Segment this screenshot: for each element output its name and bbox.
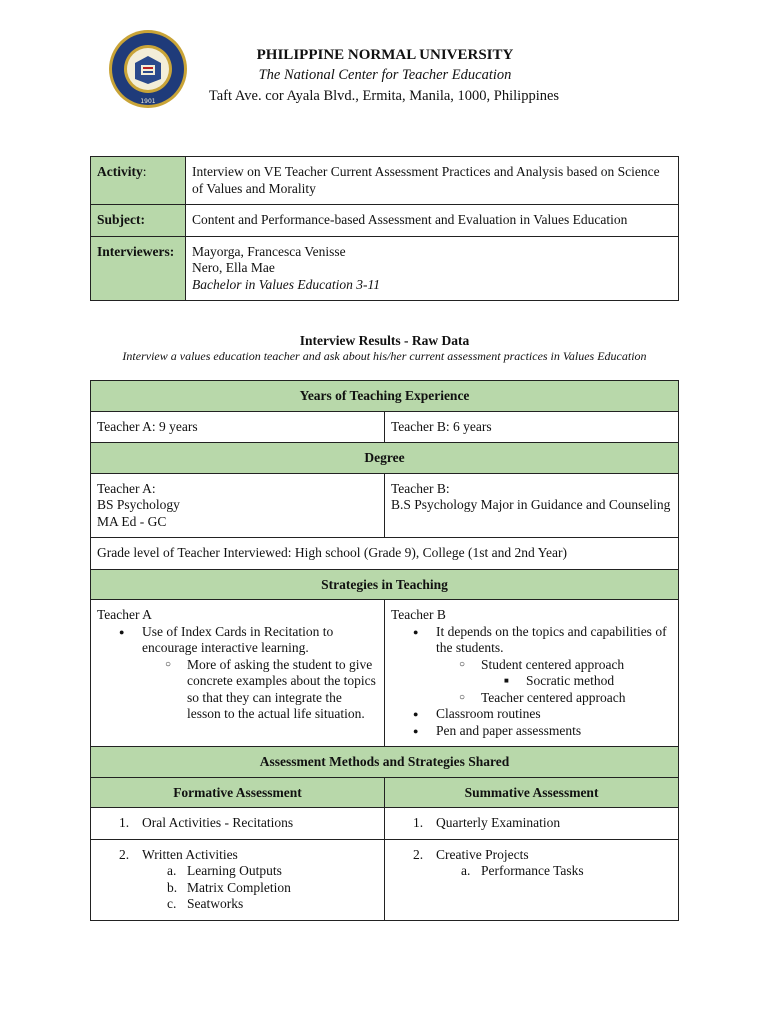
degree-header: Degree	[91, 443, 679, 474]
bullet-item: ● Use of Index Cards in Recitation to encourage interactive learning.	[97, 624, 378, 657]
teacher-b-degree	[385, 473, 679, 538]
list-number: 2.	[413, 846, 424, 862]
degree-line: MA Ed - GC	[97, 513, 167, 529]
teacher-b-years: Teacher B: 6 years	[385, 411, 679, 443]
subject-label: Subject:	[91, 205, 186, 237]
interviewers-label: Interviewers:	[91, 236, 186, 301]
list-letter: a.	[167, 863, 177, 878]
sub-sub-bullet-item: ■ Socratic method	[391, 673, 672, 690]
university-address: Taft Ave. cor Ayala Blvd., Ermita, Manila, 1000, Philippines	[208, 88, 560, 104]
program-name: Bachelor in Values Education 3-11	[192, 276, 380, 292]
list-letter: b.	[167, 879, 178, 895]
teacher-b-strategies	[385, 600, 679, 747]
list-text: Performance Tasks	[481, 863, 584, 878]
summative-item-2	[385, 839, 679, 920]
degree-line: Teacher A:	[97, 480, 156, 496]
teacher-label: Teacher B	[391, 607, 446, 622]
interviewer-name: Nero, Ella Mae	[192, 260, 275, 275]
assessment-header: Assessment Methods and Strategies Shared	[91, 747, 679, 778]
seal-year: 1901	[140, 98, 156, 105]
teacher-label: Teacher A	[97, 607, 152, 622]
sub-bullet-item: ○ More of asking the student to give concrete examples about the topics so that they can integrate the lesson to the actual life situation.	[97, 657, 378, 723]
list-number: 1.	[413, 815, 424, 830]
list-number: 2.	[119, 846, 130, 862]
degree-line: B.S Psychology Major in Guidance and Counseling	[391, 497, 671, 512]
list-text: Matrix Completion	[187, 879, 291, 895]
activity-label: Activity:	[91, 157, 186, 205]
degree-line: Teacher B:	[391, 480, 450, 496]
formative-item-1	[91, 808, 385, 840]
list-letter: c.	[167, 896, 177, 911]
teacher-a-years: Teacher A: 9 years	[91, 411, 385, 443]
degree-line: BS Psychology	[97, 497, 180, 512]
university-tagline: The National Center for Teacher Education	[258, 67, 512, 83]
results-title: Interview Results - Raw Data	[299, 333, 470, 348]
list-text: Creative Projects	[436, 846, 529, 862]
interviewers-value	[186, 236, 679, 301]
bullet-item: ● Classroom routines	[391, 706, 672, 723]
interviewer-name: Mayorga, Francesca Venisse	[192, 243, 346, 259]
interview-results-table	[90, 380, 679, 921]
activity-row	[91, 157, 679, 205]
summative-item-1	[385, 808, 679, 840]
bullet-item: ● Pen and paper assessments	[391, 723, 672, 740]
subject-row	[91, 205, 679, 237]
list-number: 1.	[119, 815, 130, 830]
list-text: Written Activities	[142, 846, 238, 862]
list-text: Quarterly Examination	[436, 815, 561, 830]
formative-header: Formative Assessment	[91, 777, 385, 808]
summative-header: Summative Assessment	[385, 777, 679, 808]
university-seal-logo	[108, 29, 188, 109]
strategies-header: Strategies in Teaching	[91, 569, 679, 600]
years-header: Years of Teaching Experience	[91, 381, 679, 412]
activity-info-table	[90, 156, 679, 301]
bullet-item: ● It depends on the topics and capabilities of the students.	[391, 624, 672, 657]
list-letter: a.	[461, 863, 471, 878]
grade-level: Grade level of Teacher Interviewed: High school (Grade 9), College (1st and 2nd Year)	[91, 538, 679, 570]
interviewers-row	[91, 236, 679, 301]
list-text: Seatworks	[187, 896, 244, 911]
list-text: Oral Activities - Recitations	[142, 815, 294, 830]
list-text: Learning Outputs	[187, 863, 282, 878]
activity-value: Interview on VE Teacher Current Assessment Practices and Analysis based on Science of Values and Morality	[186, 157, 679, 205]
letterhead	[0, 0, 768, 130]
results-subtitle: Interview a values education teacher and ask about his/her current assessment practices in Values Education	[122, 349, 647, 363]
sub-bullet-item: ○ Teacher centered approach	[391, 690, 672, 707]
formative-item-2	[91, 839, 385, 920]
teacher-a-degree	[91, 473, 385, 538]
teacher-a-strategies	[91, 600, 385, 747]
university-name: PHILIPPINE NORMAL UNIVERSITY	[256, 47, 514, 63]
sub-bullet-item: ○ Student centered approach	[391, 657, 672, 674]
subject-value: Content and Performance-based Assessment and Evaluation in Values Education	[186, 205, 679, 237]
